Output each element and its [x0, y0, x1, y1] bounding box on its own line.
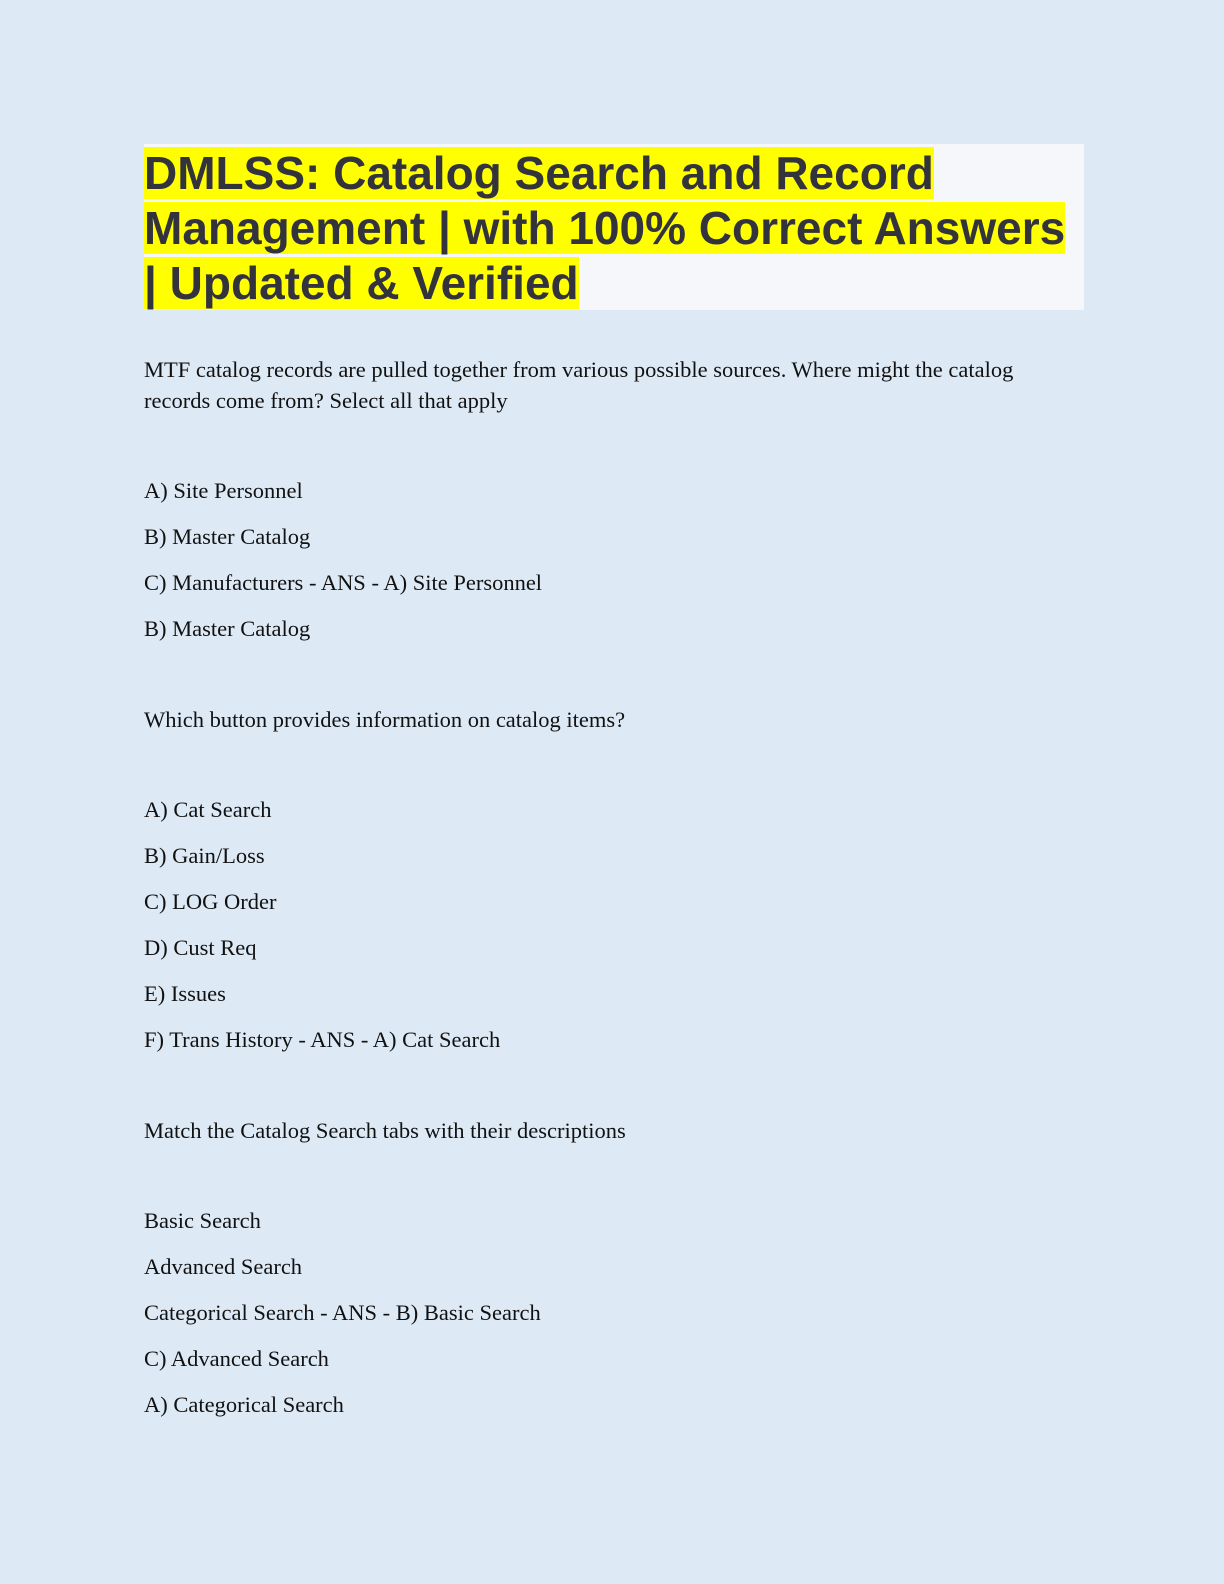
question-2-prompt: Which button provides information on catalog items?: [144, 707, 626, 732]
question-2-line-3: C) LOG Order: [144, 889, 277, 914]
question-3-line-2: Advanced Search: [144, 1254, 303, 1279]
question-2-line-5: E) Issues: [144, 981, 226, 1006]
question-3-prompt: Match the Catalog Search tabs with their descriptions: [144, 1118, 626, 1143]
question-3-line-1: Basic Search: [144, 1208, 261, 1233]
question-3-line-4: C) Advanced Search: [144, 1346, 329, 1371]
question-1-line-4: B) Master Catalog: [144, 616, 311, 641]
question-1-prompt: MTF catalog records are pulled together from various possible sources. Where might the catalog records come from? Select all that apply: [144, 357, 1014, 413]
title-block: [144, 144, 1084, 310]
document-title: [144, 144, 1084, 311]
question-2-line-6: F) Trans History - ANS - A) Cat Search: [144, 1027, 501, 1052]
question-3-line-5: A) Categorical Search: [144, 1392, 344, 1417]
document-title-text: DMLSS: Catalog Search and Record Management | with 100% Correct Answers | Updated & Verified: [144, 147, 1066, 309]
question-2-line-2: B) Gain/Loss: [144, 843, 265, 868]
question-1-line-1: A) Site Personnel: [144, 478, 303, 503]
question-1-line-3: C) Manufacturers - ANS - A) Site Personnel: [144, 570, 543, 595]
question-2-line-1: A) Cat Search: [144, 797, 272, 822]
question-2-line-4: D) Cust Req: [144, 935, 257, 960]
question-3-options: [144, 1206, 1084, 1420]
document-page: [144, 144, 1084, 1436]
question-1-options: [144, 476, 1084, 644]
question-3-line-3: Categorical Search - ANS - B) Basic Search: [144, 1300, 541, 1325]
question-2-options: [144, 795, 1084, 1055]
question-1-line-2: B) Master Catalog: [144, 524, 311, 549]
